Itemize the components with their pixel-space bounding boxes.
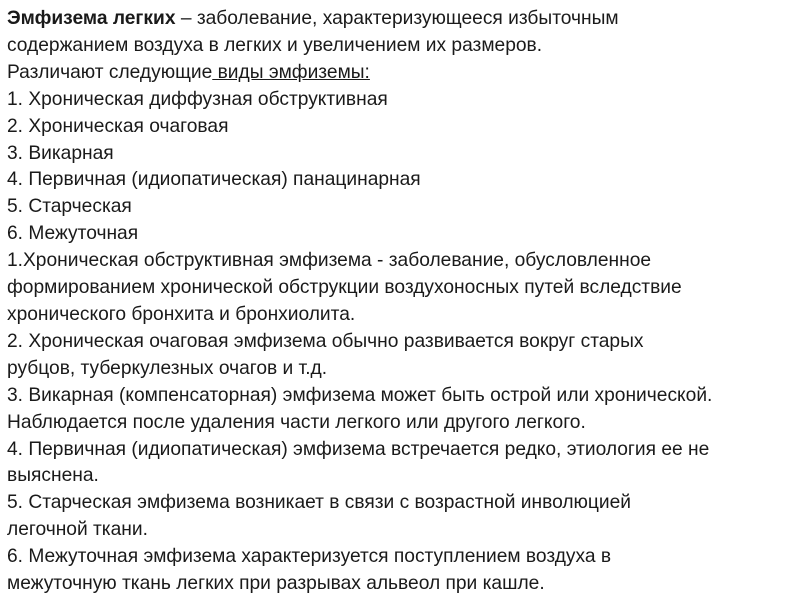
type-list-item: 5. Старческая	[7, 196, 132, 218]
description-line: межуточную ткань легких при разрывах альвеол при кашле.	[7, 573, 545, 595]
description-line: выяснена.	[7, 465, 99, 487]
description-line: 2. Хроническая очаговая эмфизема обычно развивается вокруг старых	[7, 330, 644, 352]
type-list-item: 3. Викарная	[7, 142, 114, 164]
description-line: рубцов, туберкулезных очагов и т.д.	[7, 357, 328, 379]
description-line: 1.Хроническая обструктивная эмфизема - заболевание, обусловленное	[7, 250, 652, 272]
description-line: хронического бронхита и бронхиолита.	[7, 303, 356, 325]
definition-line-1	[7, 6, 797, 33]
description-line: 6. Межуточная эмфизема характеризуется поступлением воздуха в	[7, 546, 612, 568]
type-list-item: 2. Хроническая очаговая	[7, 115, 229, 137]
type-list-item: 1. Хроническая диффузная обструктивная	[7, 88, 388, 110]
types-intro-underlined: виды эмфиземы:	[212, 61, 370, 83]
slide-text-block	[7, 6, 797, 598]
description-line: Наблюдается после удаления части легкого или другого легкого.	[7, 411, 586, 433]
type-list-item: 6. Межуточная	[7, 223, 139, 245]
description-line: 3. Викарная (компенсаторная) эмфизема может быть острой или хронической.	[7, 384, 713, 406]
description-line: 4. Первичная (идиопатическая) эмфизема встречается редко, этиология ее не	[7, 438, 710, 460]
definition-term: Эмфизема легких	[7, 8, 176, 29]
description-line: формированием хронической обструкции воздухоносных путей вследствие	[7, 277, 682, 299]
definition-line-2: содержанием воздуха в легких и увеличением их размеров.	[7, 34, 543, 56]
type-list-item: 4. Первичная (идиопатическая) панацинарная	[7, 169, 421, 191]
description-line: легочной ткани.	[7, 519, 148, 541]
definition-text: – заболевание, характеризующееся избыточным	[175, 8, 619, 29]
types-intro-prefix: Различают следующие	[7, 61, 213, 83]
description-line: 5. Старческая эмфизема возникает в связи с возрастной инволюцией	[7, 492, 632, 514]
types-intro	[7, 60, 797, 87]
